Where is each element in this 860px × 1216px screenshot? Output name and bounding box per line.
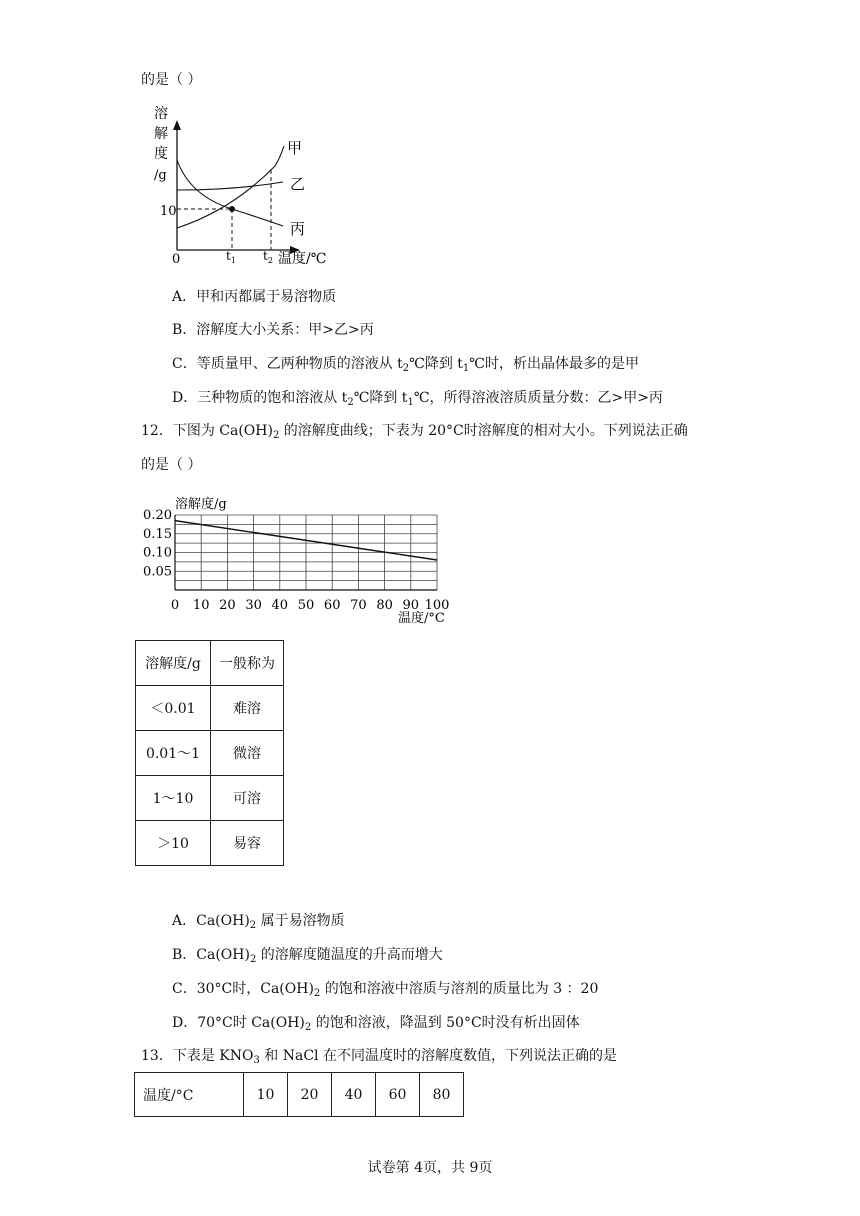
- q11-option-d: D．三种物质的饱和溶液从 $t_2℃$降到 $t_1℃$，所得溶液溶质质量分数：乙>甲>丙: [172, 390, 663, 408]
- y-tick-label: 0.20: [143, 508, 172, 523]
- q13-intro: 13．下表是 $KNO_3$ 和 NaCl 在不同温度时的溶解度数值，下列说法正确的是: [141, 1048, 617, 1066]
- table-row: [136, 821, 284, 866]
- x-tick-label: 40: [271, 598, 289, 613]
- q12-option-c: C．30°C时，$Ca(OH)_2$ 的饱和溶液中溶质与溶剂的质量比为 3 ：20: [172, 981, 599, 999]
- q11-solubility-graph: [140, 98, 340, 270]
- x-tick-label: 50: [297, 598, 315, 613]
- table-cell: 易容: [211, 821, 284, 866]
- x-tick-label: 30: [245, 598, 262, 613]
- q11-label-jia: 甲: [287, 139, 303, 157]
- q11-label-bing: 丙: [290, 220, 306, 238]
- table-row: [136, 776, 284, 821]
- q12-option-b: B．$Ca(OH)_2$ 的溶解度随温度的升高而增大: [172, 947, 443, 965]
- q11-label-yi: 乙: [290, 175, 306, 193]
- table-cell: ＞10: [136, 821, 211, 866]
- q11-ylabel-4: /g: [154, 168, 167, 183]
- x-tick-label: 10: [192, 598, 210, 613]
- q12-solubility-table: [135, 640, 284, 866]
- q11-xlabel: 温度/℃: [278, 251, 327, 267]
- table-cell: ＜0.01: [136, 686, 211, 731]
- table-row: [136, 731, 284, 776]
- table-row: [135, 1073, 464, 1117]
- table-header-cell: 温度/°C: [135, 1073, 244, 1117]
- q11-option-b: B．溶解度大小关系：甲>乙>丙: [172, 322, 374, 338]
- q11-t1-label: $t_1$: [226, 249, 236, 265]
- q12-chart-xlabel: 温度/°C: [398, 611, 445, 626]
- table-cell: 微溶: [211, 731, 284, 776]
- table-cell: 可溶: [211, 776, 284, 821]
- q11-tail: 的是（ ）: [141, 72, 202, 88]
- x-tick-label: 70: [350, 598, 367, 613]
- table-cell: 10: [244, 1073, 288, 1117]
- y-tick-label: 0.10: [143, 545, 172, 561]
- table-header-row: [136, 641, 284, 686]
- table-header-cell: 溶解度/g: [136, 641, 211, 686]
- y-tick-label: 0.15: [143, 526, 172, 542]
- q11-ylabel-3: 度: [154, 146, 168, 162]
- x-tick-label: 100: [424, 598, 450, 613]
- q12-option-a: A．$Ca(OH)_2$ 属于易溶物质: [172, 913, 345, 931]
- q12-intro: 12．下图为 $Ca(OH)_2$ 的溶解度曲线；下表为 20°C时溶解度的相对大小。下列说法正确: [141, 423, 688, 441]
- x-tick-label: 20: [219, 598, 236, 613]
- q11-curve-jia: [177, 146, 284, 228]
- x-tick-label: 80: [376, 598, 393, 613]
- q11-option-a: A．甲和丙都属于易溶物质: [172, 289, 337, 305]
- x-tick-label: 60: [323, 598, 341, 613]
- table-cell: 20: [288, 1073, 332, 1117]
- q11-origin: 0: [172, 252, 181, 267]
- table-cell: 40: [332, 1073, 376, 1117]
- q11-y-tick: 10: [160, 204, 177, 219]
- table-row: [136, 686, 284, 731]
- q11-t2-label: $t_2$: [263, 249, 273, 265]
- q12-caoh2-solubility-chart: [140, 490, 470, 632]
- x-tick-label: 90: [402, 598, 420, 613]
- table-header-cell: 一般称为: [211, 641, 284, 686]
- table-cell: 1～10: [136, 776, 211, 821]
- table-cell: 0.01～1: [136, 731, 211, 776]
- q12-chart-ylabel: 溶解度/g: [175, 497, 227, 512]
- q11-ylabel-2: 解: [154, 126, 168, 142]
- x-tick-label: 0: [170, 598, 180, 613]
- table-cell: 80: [420, 1073, 464, 1117]
- q11-option-c: C．等质量甲、乙两种物质的溶液从 $t_2℃$降到 $t_1℃$时，析出晶体最多的是甲: [172, 356, 639, 374]
- q13-solubility-table: [134, 1072, 464, 1117]
- table-cell: 60: [376, 1073, 420, 1117]
- q12-tail: 的是（ ）: [141, 457, 202, 473]
- page-footer: 试卷第 4页，共 9页: [367, 1160, 493, 1176]
- q11-curve-bing: [177, 160, 283, 226]
- q12-option-d: D．70°C时 $Ca(OH)_2$ 的饱和溶液，降温到 50°C时没有析出固体: [172, 1015, 580, 1033]
- q11-ylabel-1: 溶: [154, 106, 168, 122]
- y-tick-label: 0.05: [143, 564, 172, 580]
- table-cell: 难溶: [211, 686, 284, 731]
